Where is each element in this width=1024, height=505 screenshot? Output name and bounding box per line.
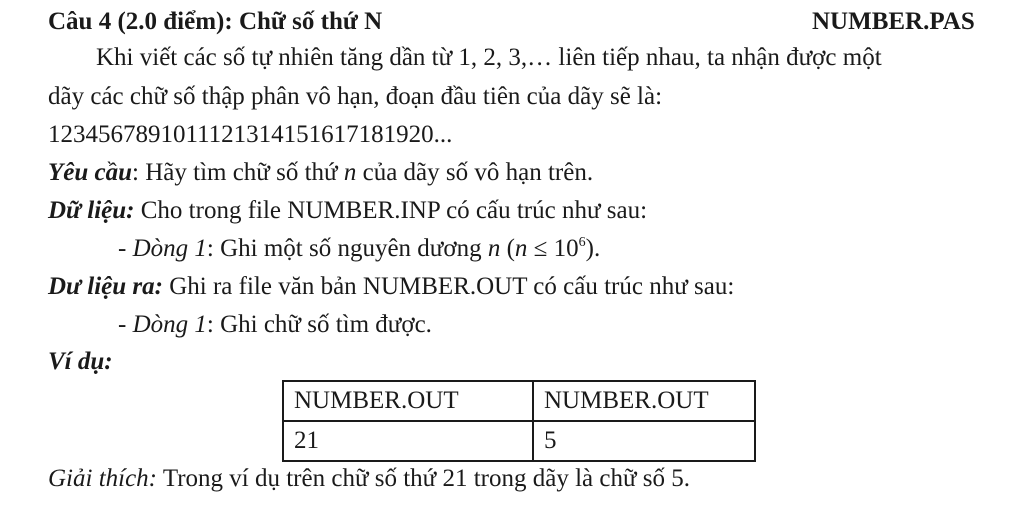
input-line-1 xyxy=(118,236,600,261)
output-line-label: Dòng 1 xyxy=(132,311,207,338)
program-filename: NUMBER.PAS xyxy=(812,8,975,35)
input-heading-line xyxy=(48,198,647,223)
input-line-label: Dòng 1 xyxy=(132,235,207,262)
problem-title: Câu 4 (2.0 điểm): Chữ số thứ N xyxy=(48,8,383,35)
input-cond-open: ( xyxy=(500,235,515,262)
table-row xyxy=(283,421,755,461)
requirement-line xyxy=(48,160,593,185)
intro-line-1: Khi viết các số tự nhiên tăng dần từ 1, 2, 3,… liên tiếp nhau, ta nhận được một xyxy=(96,44,882,71)
input-dash: - xyxy=(118,235,133,262)
input-text: Cho trong file NUMBER.INP có cấu trúc như sau: xyxy=(134,197,648,224)
output-label: Dư liệu ra: xyxy=(48,273,163,300)
input-cond-rest: ≤ 10 xyxy=(527,235,579,262)
sequence-text: 1234567891011121314151617181920... xyxy=(48,121,453,148)
input-label: Dữ liệu: xyxy=(48,197,135,224)
explanation-line xyxy=(48,466,690,491)
intro-line-2: dãy các chữ số thập phân vô hạn, đoạn đầu tiên của dãy sẽ là: xyxy=(48,83,663,110)
requirement-text-pre: : Hãy tìm chữ số thứ xyxy=(132,159,344,186)
requirement-text-post: của dãy số vô hạn trên. xyxy=(356,159,594,186)
requirement-var: n xyxy=(343,159,357,186)
table-header-cell: NUMBER.OUT xyxy=(283,381,533,421)
input-var-n: n xyxy=(487,235,501,262)
explanation-text: Trong ví dụ trên chữ số thứ 21 trong dãy là chữ số 5. xyxy=(157,465,690,492)
explanation-label: Giải thích: xyxy=(48,465,158,492)
table-cell: 5 xyxy=(533,421,755,461)
output-dash: - xyxy=(118,311,133,338)
output-heading-line xyxy=(48,274,734,299)
table-header-cell: NUMBER.OUT xyxy=(533,381,755,421)
output-text: Ghi ra file văn bản NUMBER.OUT có cấu trúc như sau: xyxy=(162,273,735,300)
output-line-1 xyxy=(118,312,432,337)
example-label: Ví dụ: xyxy=(48,348,113,375)
input-line-text: : Ghi một số nguyên dương xyxy=(206,235,488,262)
output-line-text: : Ghi chữ số tìm được. xyxy=(206,311,432,338)
example-table xyxy=(282,380,756,462)
table-header-row xyxy=(283,381,755,421)
requirement-label: Yêu cầu xyxy=(48,159,133,186)
input-cond-close: ). xyxy=(585,235,601,262)
input-cond-exponent: 6 xyxy=(578,235,586,250)
table-cell: 21 xyxy=(283,421,533,461)
input-cond-var: n xyxy=(514,235,528,262)
